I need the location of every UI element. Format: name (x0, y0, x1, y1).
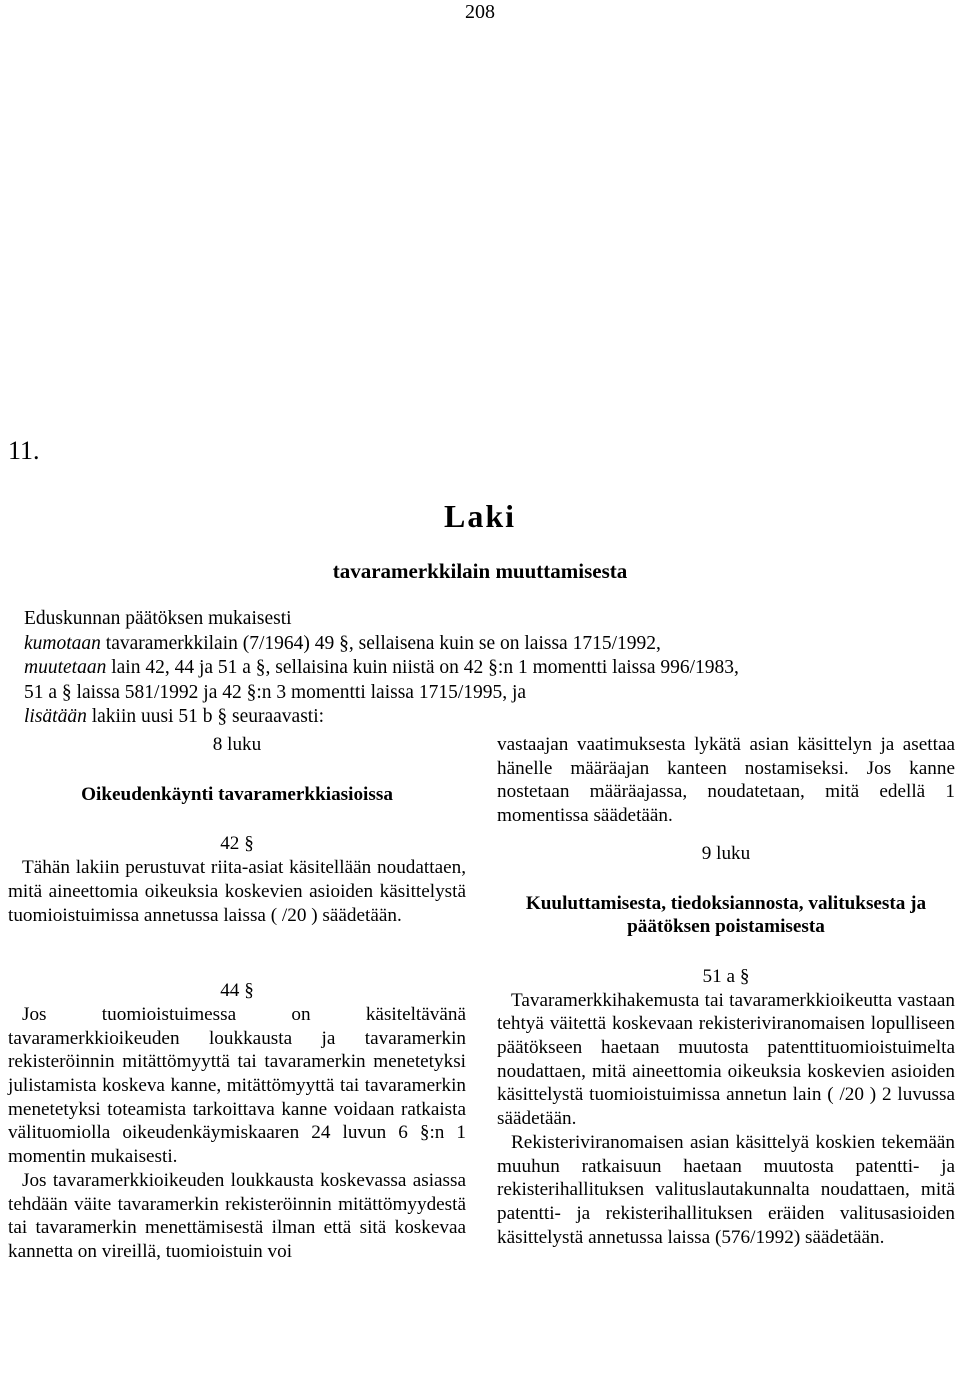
page-number: 208 (465, 1, 495, 23)
left-column (8, 733, 466, 1264)
intro-line-3-text: lain 42, 44 ja 51 a §, sellaisina kuin niistä on 42 §:n 1 momentti laissa 996/1983, (106, 657, 739, 678)
intro-keyword-lisataan: lisätään (24, 706, 87, 727)
section-51a-paragraph-2: Rekisteriviranomaisen asian käsittelyä koskien tekemään muuhun ratkaisuun haetaan muutosta patentti- ja rekisterihallituksen valituslautakunnalta noudattaen, mitä patentti- ja rekisterihallituksen eräiden valitusasioiden käsittelystä annetussa laissa (576/1992) säädetään. (497, 1131, 955, 1248)
right-column (497, 733, 955, 1249)
enacting-clause (24, 607, 954, 730)
section-44-paragraph-2: Jos tavaramerkkioikeuden loukkausta koskevassa asiassa tehdään väite tavaramerkin rekisteröinnin mitättömyydestä tai tavaramerkin menettämisestä ilman että sitä koskevaa kannetta on vireillä, tuomioistuin voi (8, 1169, 466, 1262)
chapter-9-title: Kuuluttamisesta, tiedoksiannosta, valituksesta ja päätöksen poistamisesta (525, 892, 927, 938)
intro-line-2-text: tavaramerkkilain (7/1964) 49 §, sellaisena kuin se on laissa 1715/1992, (100, 632, 661, 654)
chapter-8-title: Oikeudenkäynti tavaramerkkiasioissa (81, 783, 393, 805)
intro-line-2 (24, 632, 954, 657)
section-44-heading: 44 § (220, 980, 254, 1002)
section-51a-paragraph-1: Tavaramerkkihakemusta tai tavaramerkkioikeutta vastaan tehtyä väitettä koskevaan rekisteriviranomaisen lopulliseen päätökseen haetaan muutosta patenttituomioistuimelta noudattaen, mitä aineettomia oikeuksia koskevien asioiden käsittelystä tuomioistuimissa annetun lain ( /20 ) 2 luvussa säädetään. (497, 989, 955, 1130)
intro-line-3 (24, 656, 954, 681)
intro-keyword-muutetaan: muutetaan (24, 657, 107, 678)
intro-keyword-kumotaan: kumotaan (24, 632, 101, 654)
law-title: Laki (443, 498, 517, 534)
chapter-8-heading: 8 luku (212, 734, 262, 755)
intro-line-1: Eduskunnan päätöksen mukaisesti (24, 608, 292, 629)
chapter-9-heading: 9 luku (701, 842, 751, 864)
section-44-continuation: vastaajan vaatimuksesta lykätä asian käsittelyn ja asettaa hänelle määräajan kanteen nostamiseksi. Jos kanne nostetaan määräajassa, noudatetaan, mitä edellä 1 momentissa säädetään. (497, 734, 955, 827)
section-42-heading: 42 § (220, 833, 254, 855)
section-42-text: Tähän lakiin perustuvat riita-asiat käsitellään noudattaen, mitä aineettomia oikeuksia koskevien asioiden käsittelystä tuomioistuimissa annetussa laissa ( /20 ) säädetään. (8, 857, 466, 926)
intro-line-5-text: lakiin uusi 51 b § seuraavasti: (86, 706, 325, 727)
document-number: 11. (8, 436, 40, 465)
section-51a-heading: 51 a § (702, 965, 750, 987)
section-44-paragraph-1: Jos tuomioistuimessa on käsiteltävänä tavaramerkkioikeuden loukkausta ja tavaramerkin rekisteröinnin mitättömyyttä tai tavaramerkin menetetyksi julistamista koskeva kanne, mitättömyyttä tai tavaramerkin menetetyksi toteamista tarkoittava kanne voidaan ratkaista välituomiolla oikeudenkäymiskaaren 24 luvun 6 §:n 1 momentin mukaisesti. (8, 1003, 466, 1168)
intro-line-5 (24, 705, 954, 730)
intro-line-4: 51 a § laissa 581/1992 ja 42 §:n 3 momentti laissa 1715/1995, ja (24, 681, 527, 703)
law-subtitle: tavaramerkkilain muuttamisesta (332, 559, 628, 583)
